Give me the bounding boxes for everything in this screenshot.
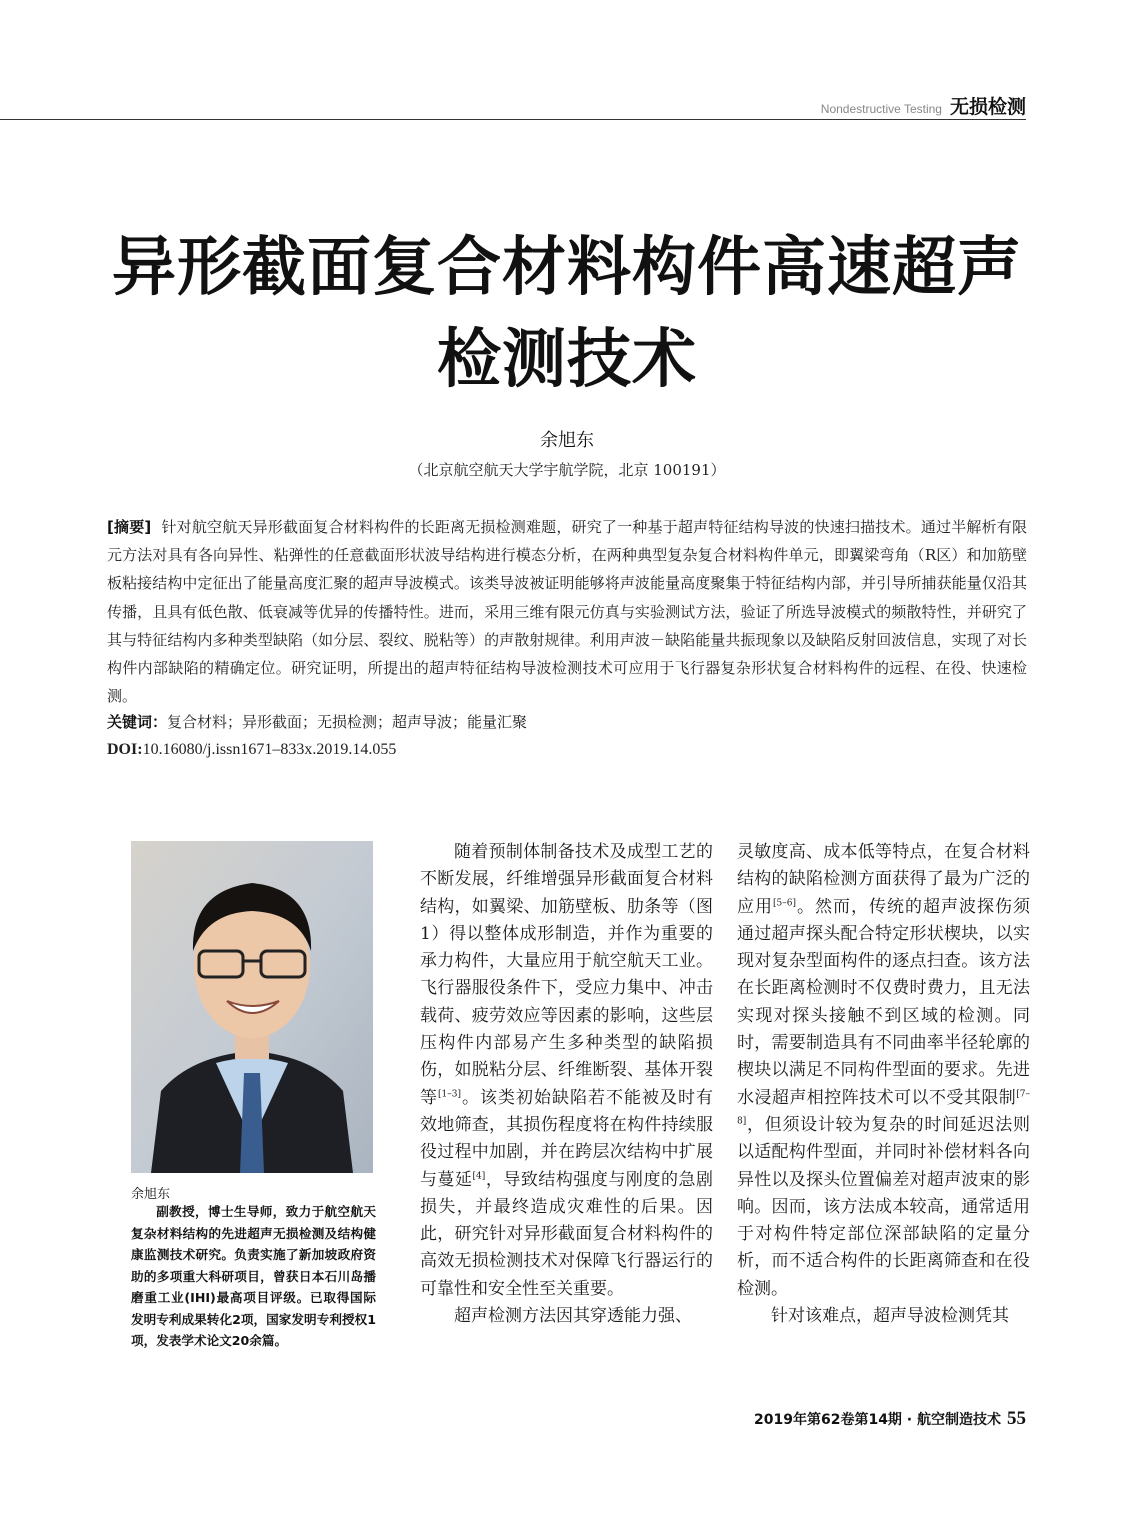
- page-number: 55: [1007, 1408, 1026, 1429]
- body-paragraph: 超声检测方法因其穿透能力强、: [454, 1306, 692, 1327]
- citation: [1–3]: [438, 1089, 461, 1100]
- footer-journal: 2019年第62卷第14期 · 航空制造技术: [754, 1412, 1001, 1428]
- citation: [7–8]: [737, 1089, 1030, 1127]
- body-text: 。该类初始缺陷若不能被及时有效地筛查，其损伤程度将在构件持续服役过程中加剧，并在跨层次结构中扩展与蔓延: [420, 1087, 714, 1190]
- keywords-text: 复合材料；异形截面；无损检测；超声导波；能量汇聚: [167, 713, 528, 731]
- paper-title: [80, 222, 1054, 406]
- body-text: 灵敏度高、成本低等特点，在复合材料结构的缺陷检测方面获得了最为广泛的应用: [737, 842, 1030, 917]
- header-en: Nondestructive Testing: [820, 102, 942, 116]
- title-line-1: 异形截面复合材料构件高速超声: [112, 231, 1022, 305]
- abstract-label: [摘要]: [107, 518, 152, 536]
- body-text: ，但须设计较为复杂的时间延迟法则以适配构件型面，并同时补偿材料各向异性以及探头位置偏差对超声波束的影响。因而，该方法成本较高，通常适用于对构件特定部位深部缺陷的定量分析，而不适合构件的长距离筛查和在役检测。: [737, 1114, 1030, 1299]
- header-cn: 无损检测: [949, 96, 1026, 118]
- keywords-label: 关键词：: [107, 713, 168, 731]
- title-line-2: 检测技术: [437, 323, 697, 397]
- page-footer: [754, 1408, 1026, 1430]
- abstract-text: 针对航空航天异形截面复合材料构件的长距离无损检测难题，研究了一种基于超声特征结构导波的快速扫描技术。通过半解析有限元方法对具有各向异性、粘弹性的任意截面形状波导结构进行模态分析，在两种典型复杂复合材料构件单元，即翼梁弯角（R区）和加筋壁板粘接结构中定征出了能量高度汇聚的超声导波模式。该类导波被证明能够将声波能量高度聚集于特征结构内部，并引导所捕获能量仅沿其传播，且具有低色散、低衰减等优异的传播特性。进而，采用三维有限元仿真与实验测试方法，验证了所选导波模式的频散特性，并研究了其与特征结构内多种类型缺陷（如分层、裂纹、脱粘等）的声散射规律。利用声波－缺陷能量共振现象以及缺陷反射回波信息，实现了对长构件内部缺陷的精确定位。研究证明，所提出的超声特征结构导波检测技术可应用于飞行器复杂形状复合材料构件的远程、在役、快速检测。: [107, 518, 1027, 706]
- author-photo: [131, 841, 373, 1173]
- body-text: ，导致结构强度与刚度的急剧损失，并最终造成灾难性的后果。因此，研究针对异形截面复合材料构件的高效无损检测技术对保障飞行器运行的可靠性和安全性至关重要。: [420, 1169, 713, 1299]
- body-paragraph: [737, 839, 1030, 1303]
- header-rule: [0, 119, 1026, 120]
- doi: [107, 741, 396, 759]
- body-text: 随着预制体制备技术及成型工艺的不断发展，纤维增强异形截面复合材料结构，如翼梁、加筋壁板、肋条等（图1）得以整体成形制造，并作为重要的承力构件，大量应用于航空航天工业。飞行器服役条件下，受应力集中、冲击载荷、疲劳效应等因素的影响，这些层压构件内部易产生多种类型的缺陷损伤，如脱粘分层、纤维断裂、基体开裂等: [420, 842, 713, 1108]
- bio-name: 余旭东: [131, 1187, 171, 1202]
- abstract: [107, 513, 1027, 710]
- author-bio: 副教授，博士生导师，致力于航空航天复杂材料结构的先进超声无损检测及结构健康监测技术研究。负责实施了新加坡政府资助的多项重大科研项目，曾获日本石川岛播磨重工业(IHI)最高项目评级。已取得国际发明专利成果转化2项，国家发明专利授权1项，发表学术论文20余篇。: [131, 1204, 376, 1348]
- doi-text: 10.16080/j.issn1671–833x.2019.14.055: [142, 741, 397, 758]
- body-column-1: [420, 839, 713, 1330]
- body-paragraph: 针对该难点，超声导波检测凭其: [771, 1306, 1009, 1327]
- body-paragraph: [420, 839, 713, 1303]
- body-text: 。然而，传统的超声波探伤须通过超声探头配合特定形状楔块，以实现对复杂型面构件的逐点扫查。该方法在长距离检测时不仅费时费力，且无法实现对探头接触不到区域的检测。同时，需要制造具有不同曲率半径轮廓的楔块以满足不同构件型面的要求。先进水浸超声相控阵技术可以不受其限制: [737, 896, 1031, 1108]
- citation: [4]: [472, 1170, 486, 1181]
- keywords: [107, 711, 527, 732]
- author-name: 余旭东: [540, 430, 594, 451]
- doi-label: DOI:: [107, 741, 143, 758]
- author-portrait-icon: [131, 841, 373, 1173]
- citation: [5–6]: [773, 897, 796, 908]
- running-header: [821, 92, 1026, 119]
- author-affiliation: （北京航空航天大学宇航学院，北京 100191）: [408, 461, 726, 479]
- body-column-2: [737, 839, 1030, 1330]
